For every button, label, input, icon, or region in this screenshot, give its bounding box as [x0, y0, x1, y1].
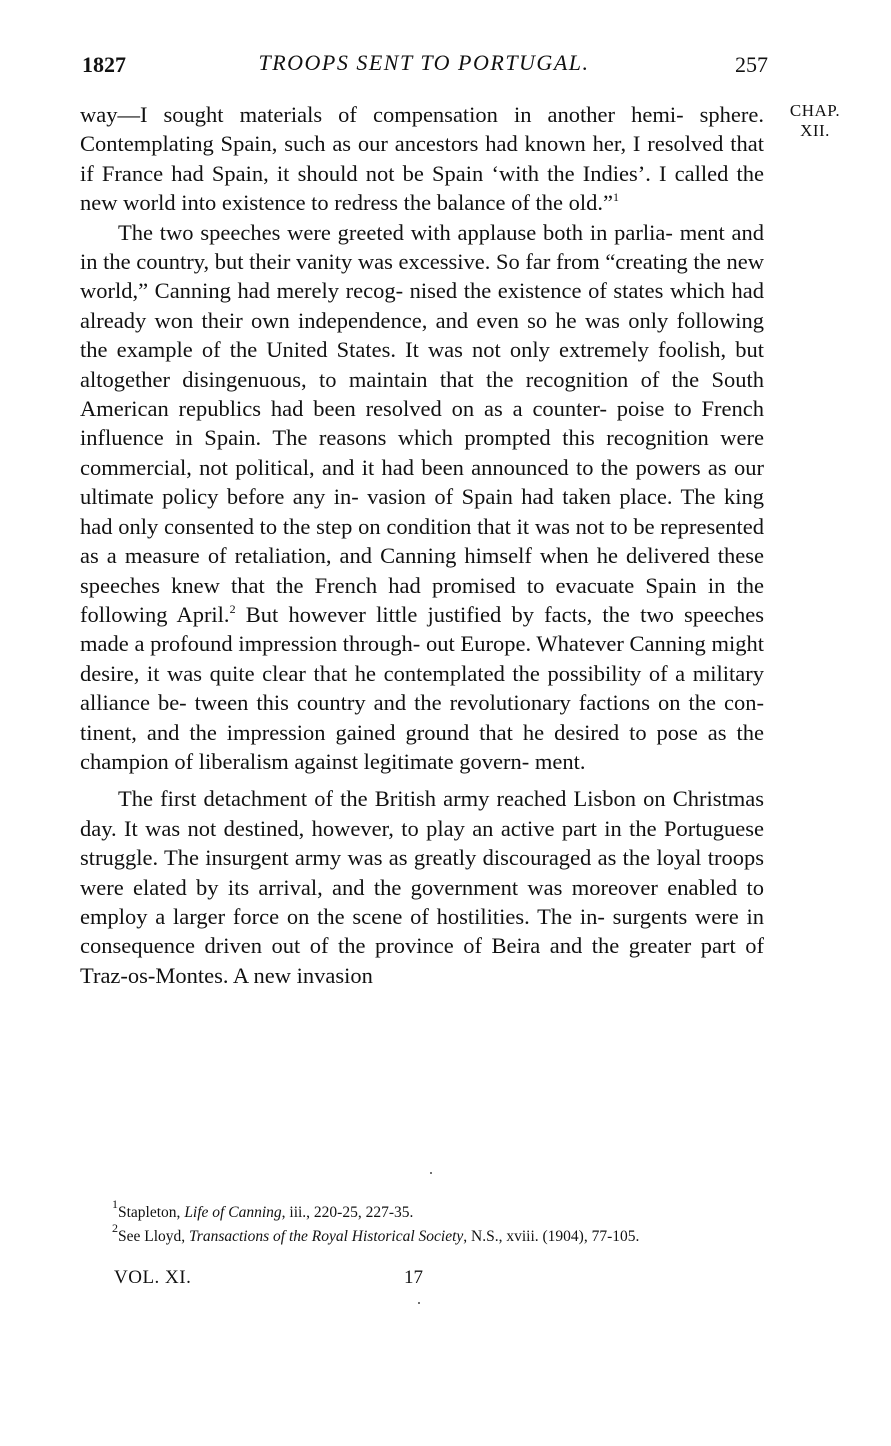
- print-speck: [430, 1172, 432, 1174]
- paragraph-2-text-b: But however little justified by facts, the two speeches made a profound impression through- out Europe. Whatever Canning might desire, it was quite clear that he contemplated the possibility of a military alliance be- tween this country and the revolutionary factions on the con- tinent, and the impression gained ground that he desired to pose as the champion of liberalism against legitimate govern- ment.: [80, 601, 764, 774]
- chapter-margin-note: [775, 101, 855, 141]
- paragraph-1-text: way—I sought materials of compensation in another hemi- sphere. Contemplating Spain, such as our ancestors had known her, I resolved that if France had Spain, it should not be Spain ‘with the Indies’. I called the new world into existence to redress the balance of the old.”: [80, 102, 764, 216]
- paragraph-1: [80, 100, 764, 218]
- signature-number: 17: [404, 1267, 423, 1288]
- paragraph-3: [80, 784, 764, 990]
- paragraph-2: [80, 218, 764, 777]
- footnote-2-after: , N.S., xviii. (1904), 77-105.: [463, 1228, 640, 1245]
- footnote-2: [80, 1221, 770, 1249]
- paragraph-3-text: The first detachment of the British army reached Lisbon on Christmas day. It was not destined, however, to play an active part in the Portuguese struggle. The insurgent army was as greatly discouraged as the loyal troops were elated by its arrival, and the government was moreover enabled to employ a larger force on the scene of hostilities. The in- surgents were in consequence driven out of the province of Beira and the greater part of Traz-os-Montes. A new invasion: [80, 786, 764, 988]
- print-speck: [418, 1302, 420, 1304]
- footnote-1-after: , iii., 220-25, 227-35.: [281, 1204, 414, 1221]
- volume-signature: VOL. XI.: [114, 1267, 192, 1288]
- running-head-title: TROOPS SENT TO PORTUGAL.: [258, 50, 590, 75]
- footnotes: [80, 1197, 770, 1249]
- running-head: [80, 50, 768, 84]
- footnote-1-before: Stapleton,: [118, 1204, 185, 1221]
- footnote-1-mark: 1: [112, 1197, 118, 1211]
- footnote-2-title: Transactions of the Royal Historical Society: [189, 1228, 464, 1245]
- chapter-number: XII.: [800, 121, 830, 140]
- paragraph-2-text-a: The two speeches were greeted with applause both in parlia- ment and in the country, but their vanity was excessive. So far from “creating the new world,” Canning had merely recog- nised the existence of states which had already won their own independence, and even so he was only following the example of the United States. It was not only extremely foolish, but altogether disingenuous, to maintain that the recognition of the South American republics had been resolved on as a counter- poise to French influence in Spain. The reasons which prompted this recognition were commercial, not political, and it had been announced to the powers as our ultimate policy before any in- vasion of Spain had taken place. The king had only consented to the step on condition that it was not to be represented as a measure of retaliation, and Canning himself when he delivered these speeches knew that the French had promised to evacuate Spain in the following April.: [80, 219, 764, 627]
- footnote-2-before: See Lloyd,: [118, 1228, 190, 1245]
- chapter-label: CHAP.: [789, 101, 841, 120]
- page-number: 257: [735, 52, 768, 77]
- footnote-ref-1: 1: [612, 190, 619, 205]
- footnote-1: [80, 1197, 770, 1225]
- footnote-2-mark: 2: [112, 1221, 118, 1235]
- footnote-ref-2: 2: [229, 601, 236, 616]
- body-text: [80, 100, 764, 990]
- running-head-year: 1827: [82, 52, 126, 77]
- footnote-1-title: Life of Canning: [184, 1204, 282, 1221]
